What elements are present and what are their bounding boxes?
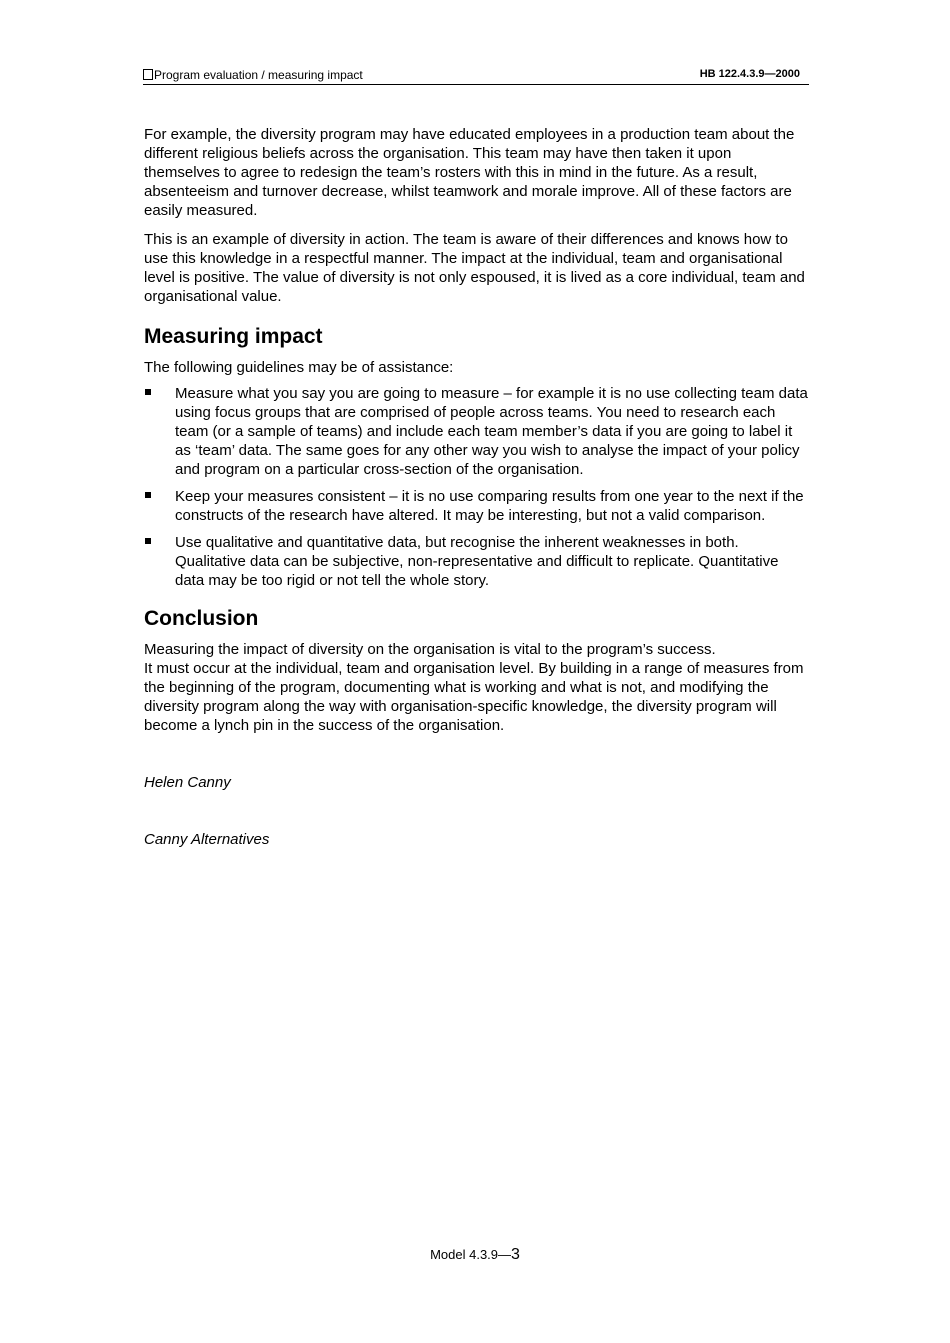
conclusion-line-2: It must occur at the individual, team and organisation level. By building in a range of measures from the beginning of the program, documenting what is working and what is not, and modifying the diversity program along the way with organisation-specific knowledge, the diversity program will become a lynch pin in the success of the organisation. <box>144 660 804 734</box>
checkbox-icon <box>143 69 153 80</box>
measuring-impact-heading: Measuring impact <box>144 325 323 348</box>
square-bullet-icon <box>145 538 151 544</box>
intro-paragraph: For example, the diversity program may have educated employees in a production team about the different religious beliefs across the organisation. This team may have then taken it upon themselves to agree to redesign the team’s rosters with this in mind in the future. As a result, absenteeism and turnover decrease, whilst teamwork and morale improve. All of these factors are easily measured. <box>144 126 795 219</box>
page-footer <box>0 1246 950 1264</box>
author-organisation: Canny Alternatives <box>144 831 270 848</box>
conclusion-line-1: Measuring the impact of diversity on the organisation is vital to the program’s success. <box>144 641 716 658</box>
guidelines-list <box>144 384 810 590</box>
list-item <box>144 384 810 479</box>
document-body <box>144 125 810 849</box>
footer-model-label: Model 4.3.9— <box>430 1247 512 1262</box>
conclusion-heading: Conclusion <box>144 607 259 630</box>
page-number: 3 <box>511 1246 520 1263</box>
square-bullet-icon <box>145 492 151 498</box>
header-left <box>143 68 363 82</box>
list-item <box>144 533 810 590</box>
intro-paragraph: This is an example of diversity in action. The team is aware of their differences and knows how to use this knowledge in a respectful manner. The impact at the individual, team and organisational level is positive. The value of diversity is not only espoused, it is lived as a core individual, team and organisational value. <box>144 231 805 305</box>
list-item-text: Use qualitative and quantitative data, but recognise the inherent weaknesses in both. Qualitative data can be subjective, non-representative and difficult to replicate. Quantitative data may be too rigid or not tell the whole story. <box>175 534 779 589</box>
header-section-title: Program evaluation / measuring impact <box>154 68 363 82</box>
list-item-text: Measure what you say you are going to measure – for example it is no use collecting team data using focus groups that are comprised of people across teams. You need to research each team (or a sample of teams) and include each team member’s data if you are going to label it as ‘team’ data. The same goes for any other way you wish to analyse the impact of your policy and program on a particular cross-section of the organisation. <box>175 385 808 478</box>
square-bullet-icon <box>145 389 151 395</box>
author-name: Helen Canny <box>144 774 231 791</box>
page-header <box>143 66 809 85</box>
conclusion-paragraph <box>144 640 810 735</box>
list-item <box>144 487 810 525</box>
measuring-lead: The following guidelines may be of assistance: <box>144 359 454 376</box>
list-item-text: Keep your measures consistent – it is no use comparing results from one year to the next if the constructs of the research have altered. It may be interesting, but not a valid comparison. <box>175 488 804 524</box>
header-document-code: HB 122.4.3.9—2000 <box>699 68 800 80</box>
